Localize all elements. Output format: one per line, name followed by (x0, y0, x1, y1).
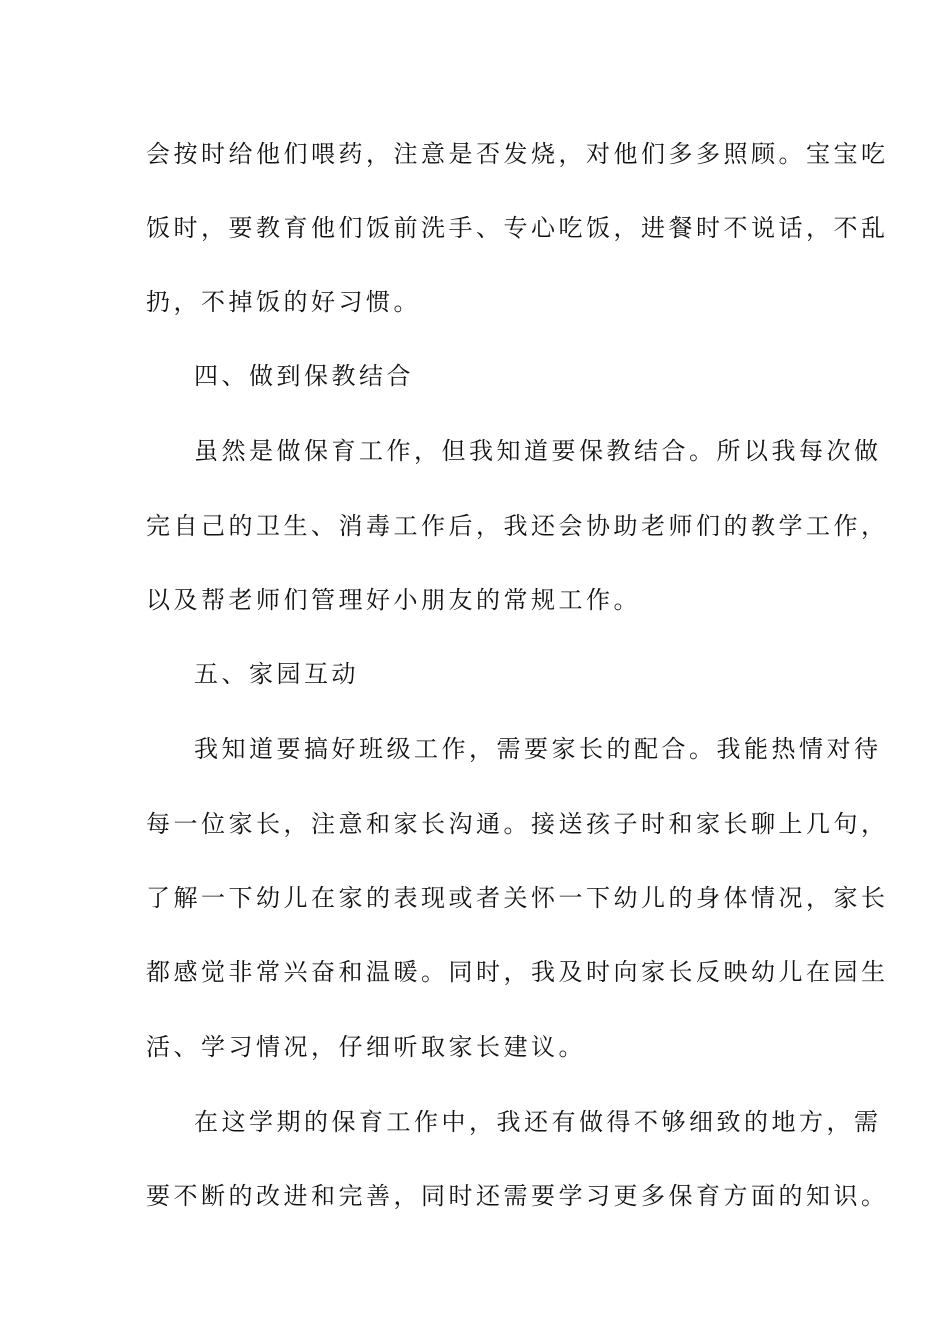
body-text-line: 都感觉非常兴奋和温暖。同时，我及时向家长反映幼儿在园生 (146, 958, 889, 986)
section-heading: 四、做到保教结合 (194, 362, 414, 390)
body-text-line: 在这学期的保育工作中，我还有做得不够细致的地方，需 (194, 1108, 882, 1136)
section-heading: 五、家园互动 (194, 660, 359, 688)
body-text-line: 会按时给他们喂药，注意是否发烧，对他们多多照顾。宝宝吃 (146, 140, 889, 168)
body-text-line: 饭时，要教育他们饭前洗手、专心吃饭，进餐时不说话，不乱 (146, 214, 889, 242)
body-text-line: 我知道要搞好班级工作，需要家长的配合。我能热情对待 (194, 735, 882, 763)
body-text-line: 完自己的卫生、消毒工作后，我还会协助老师们的教学工作， (146, 512, 889, 540)
body-text-line: 每一位家长，注意和家长沟通。接送孩子时和家长聊上几句， (146, 810, 889, 838)
body-text-line: 以及帮老师们管理好小朋友的常规工作。 (146, 586, 641, 614)
body-text-line: 要不断的改进和完善，同时还需要学习更多保育方面的知识。 (146, 1182, 889, 1210)
body-text-line: 活、学习情况，仔细听取家长建议。 (146, 1033, 586, 1061)
body-text-line: 了解一下幼儿在家的表现或者关怀一下幼儿的身体情况，家长 (146, 884, 889, 912)
body-text-line: 虽然是做保育工作，但我知道要保教结合。所以我每次做 (194, 437, 882, 465)
body-text-line: 扔，不掉饭的好习惯。 (146, 288, 421, 316)
